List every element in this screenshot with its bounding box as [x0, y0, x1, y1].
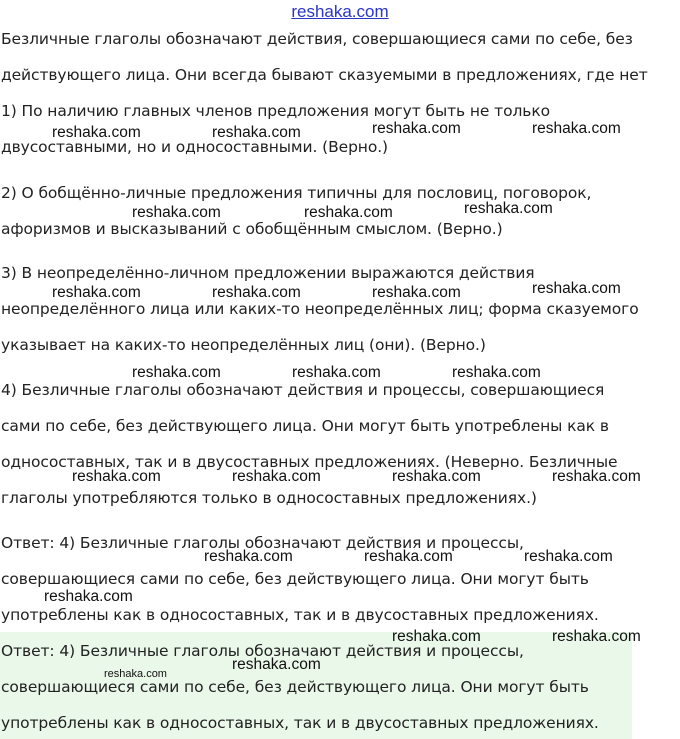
item-4-line-2: сами по себе, без действующего лица. Они могут быть употреблены как в — [1, 417, 609, 435]
watermark: reshaka.com — [104, 668, 167, 680]
watermark: reshaka.com — [552, 628, 641, 645]
item-4-line-1: 4) Безличные глаголы обозначают действия и процессы, совершающиеся — [1, 381, 605, 399]
watermark: reshaka.com — [52, 124, 141, 141]
intro-line-1: Безличные глаголы обозначают действия, совершающиеся сами по себе, без — [1, 30, 633, 48]
intro-line-2: действующего лица. Они всегда бывают сказуемыми в предложениях, где нет — [1, 66, 648, 84]
watermark: reshaka.com — [392, 468, 481, 485]
highlighted-answer-line-3: употреблены как в односоставных, так и в двусоставных предложениях. — [1, 714, 599, 732]
watermark: reshaka.com — [212, 284, 301, 301]
watermark: reshaka.com — [364, 548, 453, 565]
watermark: reshaka.com — [372, 284, 461, 301]
item-1-line-1: 1) По наличию главных членов предложения могут быть не только — [1, 102, 550, 120]
item-4-line-3: односоставных, так и в двусоставных предложениях. (Неверно. Безличные — [1, 453, 618, 471]
watermark: reshaka.com — [204, 548, 293, 565]
watermark: reshaka.com — [532, 280, 621, 297]
item-3-line-1: 3) В неопределённо-личном предложении выражаются действия — [1, 264, 535, 282]
watermark: reshaka.com — [304, 204, 393, 221]
watermark: reshaka.com — [232, 656, 321, 673]
watermark: reshaka.com — [524, 548, 613, 565]
item-1-line-2: двусоставными, но и односоставными. (Верно.) — [1, 138, 388, 156]
site-link[interactable]: reshaka.com — [291, 2, 389, 21]
watermark: reshaka.com — [44, 588, 133, 605]
watermark: reshaka.com — [392, 628, 481, 645]
watermark: reshaka.com — [132, 364, 221, 381]
item-2-line-1: 2) О бобщённо-личные предложения типичны для пословиц, поговорок, — [1, 184, 592, 202]
watermark: reshaka.com — [232, 468, 321, 485]
watermark: reshaka.com — [52, 284, 141, 301]
item-3-line-3: указывает на каких-то неопределённых лиц (они). (Верно.) — [1, 336, 486, 354]
watermark: reshaka.com — [452, 364, 541, 381]
highlighted-answer-line-1: Ответ: 4) Безличные глаголы обозначают действия и процессы, — [1, 642, 524, 660]
item-3-line-2: неопределённого лица или каких-то неопределённых лиц; форма сказуемого — [1, 300, 639, 318]
watermark: reshaka.com — [552, 468, 641, 485]
answer-line-1: Ответ: 4) Безличные глаголы обозначают действия и процессы, — [1, 534, 524, 552]
item-4-line-4: глаголы употребляются только в односоставных предложениях.) — [1, 489, 537, 507]
watermark: reshaka.com — [72, 468, 161, 485]
watermark: reshaka.com — [372, 120, 461, 137]
watermark: reshaka.com — [464, 200, 553, 217]
watermark: reshaka.com — [132, 204, 221, 221]
watermark: reshaka.com — [532, 120, 621, 137]
watermark: reshaka.com — [212, 124, 301, 141]
highlighted-answer-line-2: совершающиеся сами по себе, без действующего лица. Они могут быть — [1, 678, 589, 696]
watermark: reshaka.com — [292, 364, 381, 381]
answer-line-2: совершающиеся сами по себе, без действующего лица. Они могут быть — [1, 570, 589, 588]
answer-line-3: употреблены как в односоставных, так и в двусоставных предложениях. — [1, 606, 599, 624]
item-2-line-2: афоризмов и высказываний с обобщённым смыслом. (Верно.) — [1, 220, 503, 238]
